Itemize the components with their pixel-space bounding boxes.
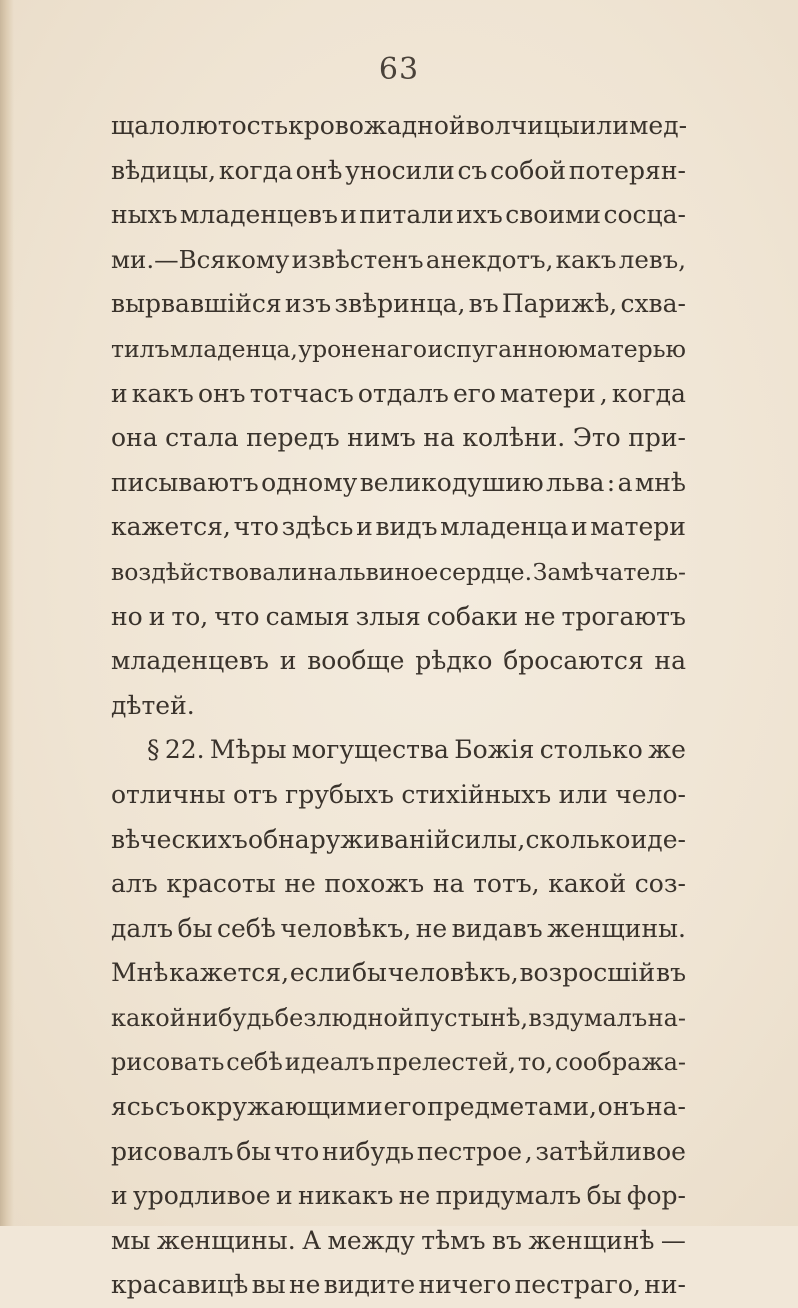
word: нибудь [186, 1003, 275, 1032]
word: ми.—Всякому [111, 244, 290, 274]
word: вздумалъ [528, 1003, 648, 1032]
word: или [579, 111, 629, 140]
word: изъ [284, 289, 332, 319]
word: какой [548, 869, 627, 899]
word: въ [656, 958, 686, 988]
word: что [273, 1136, 320, 1166]
word: младенцевъ [179, 200, 338, 230]
word: писываютъ [111, 467, 259, 497]
word: что [214, 601, 260, 631]
text-line [111, 728, 686, 773]
word: красавицѣ [111, 1270, 249, 1300]
word: Замѣчатель- [532, 557, 686, 586]
word: затѣйливое [535, 1136, 686, 1166]
word: съ [155, 1092, 185, 1122]
word: ни- [644, 1270, 686, 1300]
word: чело- [615, 779, 686, 809]
word: ясь [111, 1092, 155, 1122]
text-line [111, 773, 686, 818]
word: видите [323, 1270, 416, 1300]
word: иде- [630, 824, 686, 854]
binding-edge [0, 0, 14, 1226]
word: силы [450, 824, 518, 854]
word: бы [236, 1136, 272, 1166]
word: передъ [246, 423, 340, 453]
word: столько [539, 735, 643, 765]
word: пустынѣ, [414, 1003, 529, 1032]
word: съ [457, 155, 488, 185]
word: А [302, 1225, 322, 1255]
word: никакъ [298, 1181, 394, 1211]
word: въ [491, 1225, 522, 1255]
word: не [288, 1270, 321, 1300]
word: мнѣ [634, 467, 686, 497]
text-line [111, 550, 686, 595]
word: между [327, 1225, 415, 1255]
word: младенца, [169, 334, 298, 363]
word: и [111, 378, 128, 408]
word: при- [628, 423, 686, 453]
word: вырвавшійся [111, 289, 282, 319]
word: потерян- [568, 155, 686, 185]
word: соз- [634, 869, 686, 899]
word: въ [468, 289, 499, 319]
word: женщины. [156, 1225, 296, 1255]
word: когда [611, 378, 686, 408]
word: трогаютъ [561, 601, 686, 631]
word: Это [572, 423, 621, 453]
word: матери [590, 512, 686, 542]
text-line [111, 1174, 686, 1219]
word: когда [218, 155, 293, 185]
word: бы [586, 1181, 622, 1211]
word: видъ [375, 512, 438, 542]
word: вообще [307, 646, 405, 676]
text-line [111, 505, 686, 550]
word: тилъ [111, 334, 170, 363]
word: но [111, 601, 143, 631]
word: женщинѣ [528, 1225, 655, 1255]
word: и [570, 512, 588, 542]
text-line [111, 818, 686, 863]
word: то, [171, 601, 209, 631]
word: матери [500, 378, 596, 408]
word: сколько [525, 824, 631, 854]
word: и [356, 512, 373, 542]
word: Мѣры [209, 735, 287, 765]
word: себѣ [226, 1048, 283, 1077]
word: младенцевъ [111, 646, 269, 676]
word: какой [111, 1003, 186, 1032]
word: женщины. [547, 913, 686, 943]
text-line [111, 907, 686, 952]
word: вѣческихъ [111, 824, 248, 854]
word: и [279, 646, 297, 676]
word: и [111, 1181, 128, 1211]
word: пестраго, [514, 1270, 641, 1300]
word: дѣтей. [111, 690, 195, 720]
text-line [111, 461, 686, 506]
word: звѣринца, [334, 289, 466, 319]
word: не [415, 913, 448, 943]
word: если [289, 958, 352, 988]
text-line [111, 416, 686, 461]
word: а [617, 467, 633, 497]
text-line [111, 372, 686, 417]
word: не [398, 1181, 431, 1211]
word: онъ [197, 378, 246, 408]
word: щало [111, 111, 181, 140]
word: похожъ [324, 869, 425, 899]
word: кровожадной [288, 111, 466, 140]
word: что [233, 512, 279, 542]
word: обнаруживаній [248, 824, 451, 854]
word: питали [359, 200, 454, 230]
word: 22. [164, 735, 205, 765]
word: мы [111, 1225, 151, 1255]
word: колѣни. [462, 423, 566, 453]
word: Божія [454, 735, 535, 765]
word: на [432, 869, 465, 899]
word: на- [647, 1003, 686, 1032]
word: левъ, [618, 244, 686, 274]
word: кажется, [111, 512, 231, 542]
word: прелестей, [376, 1048, 516, 1077]
word: вѣдицы, [111, 155, 217, 185]
word: на [654, 646, 686, 676]
word: на- [645, 1092, 686, 1122]
word: отличны [111, 779, 226, 809]
word: стихійныхъ [401, 779, 552, 809]
word: великодушию [359, 467, 544, 497]
word: тѣмъ [421, 1225, 486, 1255]
word: пестрое [416, 1136, 522, 1166]
word: не [524, 601, 556, 631]
word: сердце. [438, 557, 533, 586]
word: воздѣйствовали [111, 557, 307, 586]
word: отдалъ [357, 378, 449, 408]
word: собаки [426, 601, 519, 631]
text-line [111, 1263, 686, 1308]
word: какъ [131, 378, 194, 408]
word: , [517, 824, 526, 854]
word: злыя [355, 601, 421, 631]
word: грубыхъ [285, 779, 394, 809]
word: нибудь [322, 1136, 415, 1166]
word: фор- [626, 1181, 686, 1211]
word: рисовать [111, 1048, 225, 1077]
word: уносили [345, 155, 455, 185]
word: Мнѣ [111, 958, 169, 988]
word: вы [251, 1270, 286, 1300]
text-line [111, 327, 686, 372]
word: льва [545, 467, 605, 497]
word: себѣ [216, 913, 276, 943]
word: человѣкъ, [387, 958, 519, 988]
text-line [111, 684, 686, 729]
word: извѣстенъ [291, 244, 424, 274]
word: на [307, 557, 338, 586]
word: сосца- [603, 200, 686, 230]
word: собой [490, 155, 566, 185]
word: лютость [180, 111, 289, 140]
word: рисовалъ [111, 1136, 234, 1166]
word: могущества [291, 735, 449, 765]
word: возросшій [519, 958, 656, 988]
word: алъ [111, 869, 158, 899]
word: онѣ [295, 155, 343, 185]
text-line [111, 193, 686, 238]
word: красоты [166, 869, 276, 899]
word: не [284, 869, 316, 899]
word: бросаются [503, 646, 644, 676]
word: бы [352, 958, 387, 988]
word: одному [261, 467, 358, 497]
word: , [524, 1136, 533, 1166]
word: тотчасъ [249, 378, 354, 408]
text-line [111, 1130, 686, 1175]
word: какъ [555, 244, 617, 274]
word: придумалъ [435, 1181, 582, 1211]
word: и [276, 1181, 293, 1211]
word: здѣсь [281, 512, 354, 542]
text-line [111, 996, 686, 1041]
word: младенца [440, 512, 569, 542]
word: рѣдко [415, 646, 493, 676]
word: то, [517, 1048, 554, 1077]
word: онъ [597, 1092, 646, 1122]
word: видавъ [451, 913, 543, 943]
word: предметами, [427, 1092, 597, 1122]
text-line [111, 238, 686, 283]
word: испуганною [427, 334, 579, 363]
word: его [452, 378, 496, 408]
word: отъ [232, 779, 278, 809]
word: безлюдной [274, 1003, 414, 1032]
word: кажется, [169, 958, 290, 988]
word: уроненаго [298, 334, 428, 363]
word: анекдотъ, [425, 244, 554, 274]
word: человѣкъ, [280, 913, 412, 943]
word: матерью [578, 334, 686, 363]
text-line [111, 1040, 686, 1085]
word: : [606, 467, 616, 497]
word: , [599, 378, 608, 408]
word: львиное [337, 557, 439, 586]
text-line [111, 595, 686, 640]
text-line [111, 862, 686, 907]
word: она [111, 423, 158, 453]
word: или [558, 779, 608, 809]
word: ничего [418, 1270, 512, 1300]
word: бы [177, 913, 213, 943]
word: его [383, 1092, 427, 1122]
word: § [147, 735, 160, 765]
text-line [111, 1085, 686, 1130]
page-text [111, 104, 686, 1308]
text-line [111, 104, 686, 149]
word: же [648, 735, 686, 765]
text-line [111, 951, 686, 996]
word: и [148, 601, 166, 631]
word: и [340, 200, 357, 230]
word: ныхъ [111, 200, 178, 230]
word: — [660, 1225, 686, 1255]
word: Парижѣ, [501, 289, 618, 319]
word: своими [505, 200, 602, 230]
text-line [111, 639, 686, 684]
word: самыя [265, 601, 350, 631]
word: окружающими [185, 1092, 383, 1122]
word: далъ [111, 913, 174, 943]
word: сообража- [555, 1048, 686, 1077]
text-line [111, 149, 686, 194]
text-line [111, 282, 686, 327]
word: тотъ, [473, 869, 540, 899]
word: стала [165, 423, 239, 453]
word: нимъ [347, 423, 416, 453]
word: ихъ [456, 200, 503, 230]
page-number: 63 [378, 52, 420, 87]
word: волчицы [465, 111, 580, 140]
word: идеалъ [284, 1048, 375, 1077]
word: мед- [628, 111, 688, 140]
word: на [423, 423, 455, 453]
word: уродливое [133, 1181, 271, 1211]
word: схва- [620, 289, 686, 319]
